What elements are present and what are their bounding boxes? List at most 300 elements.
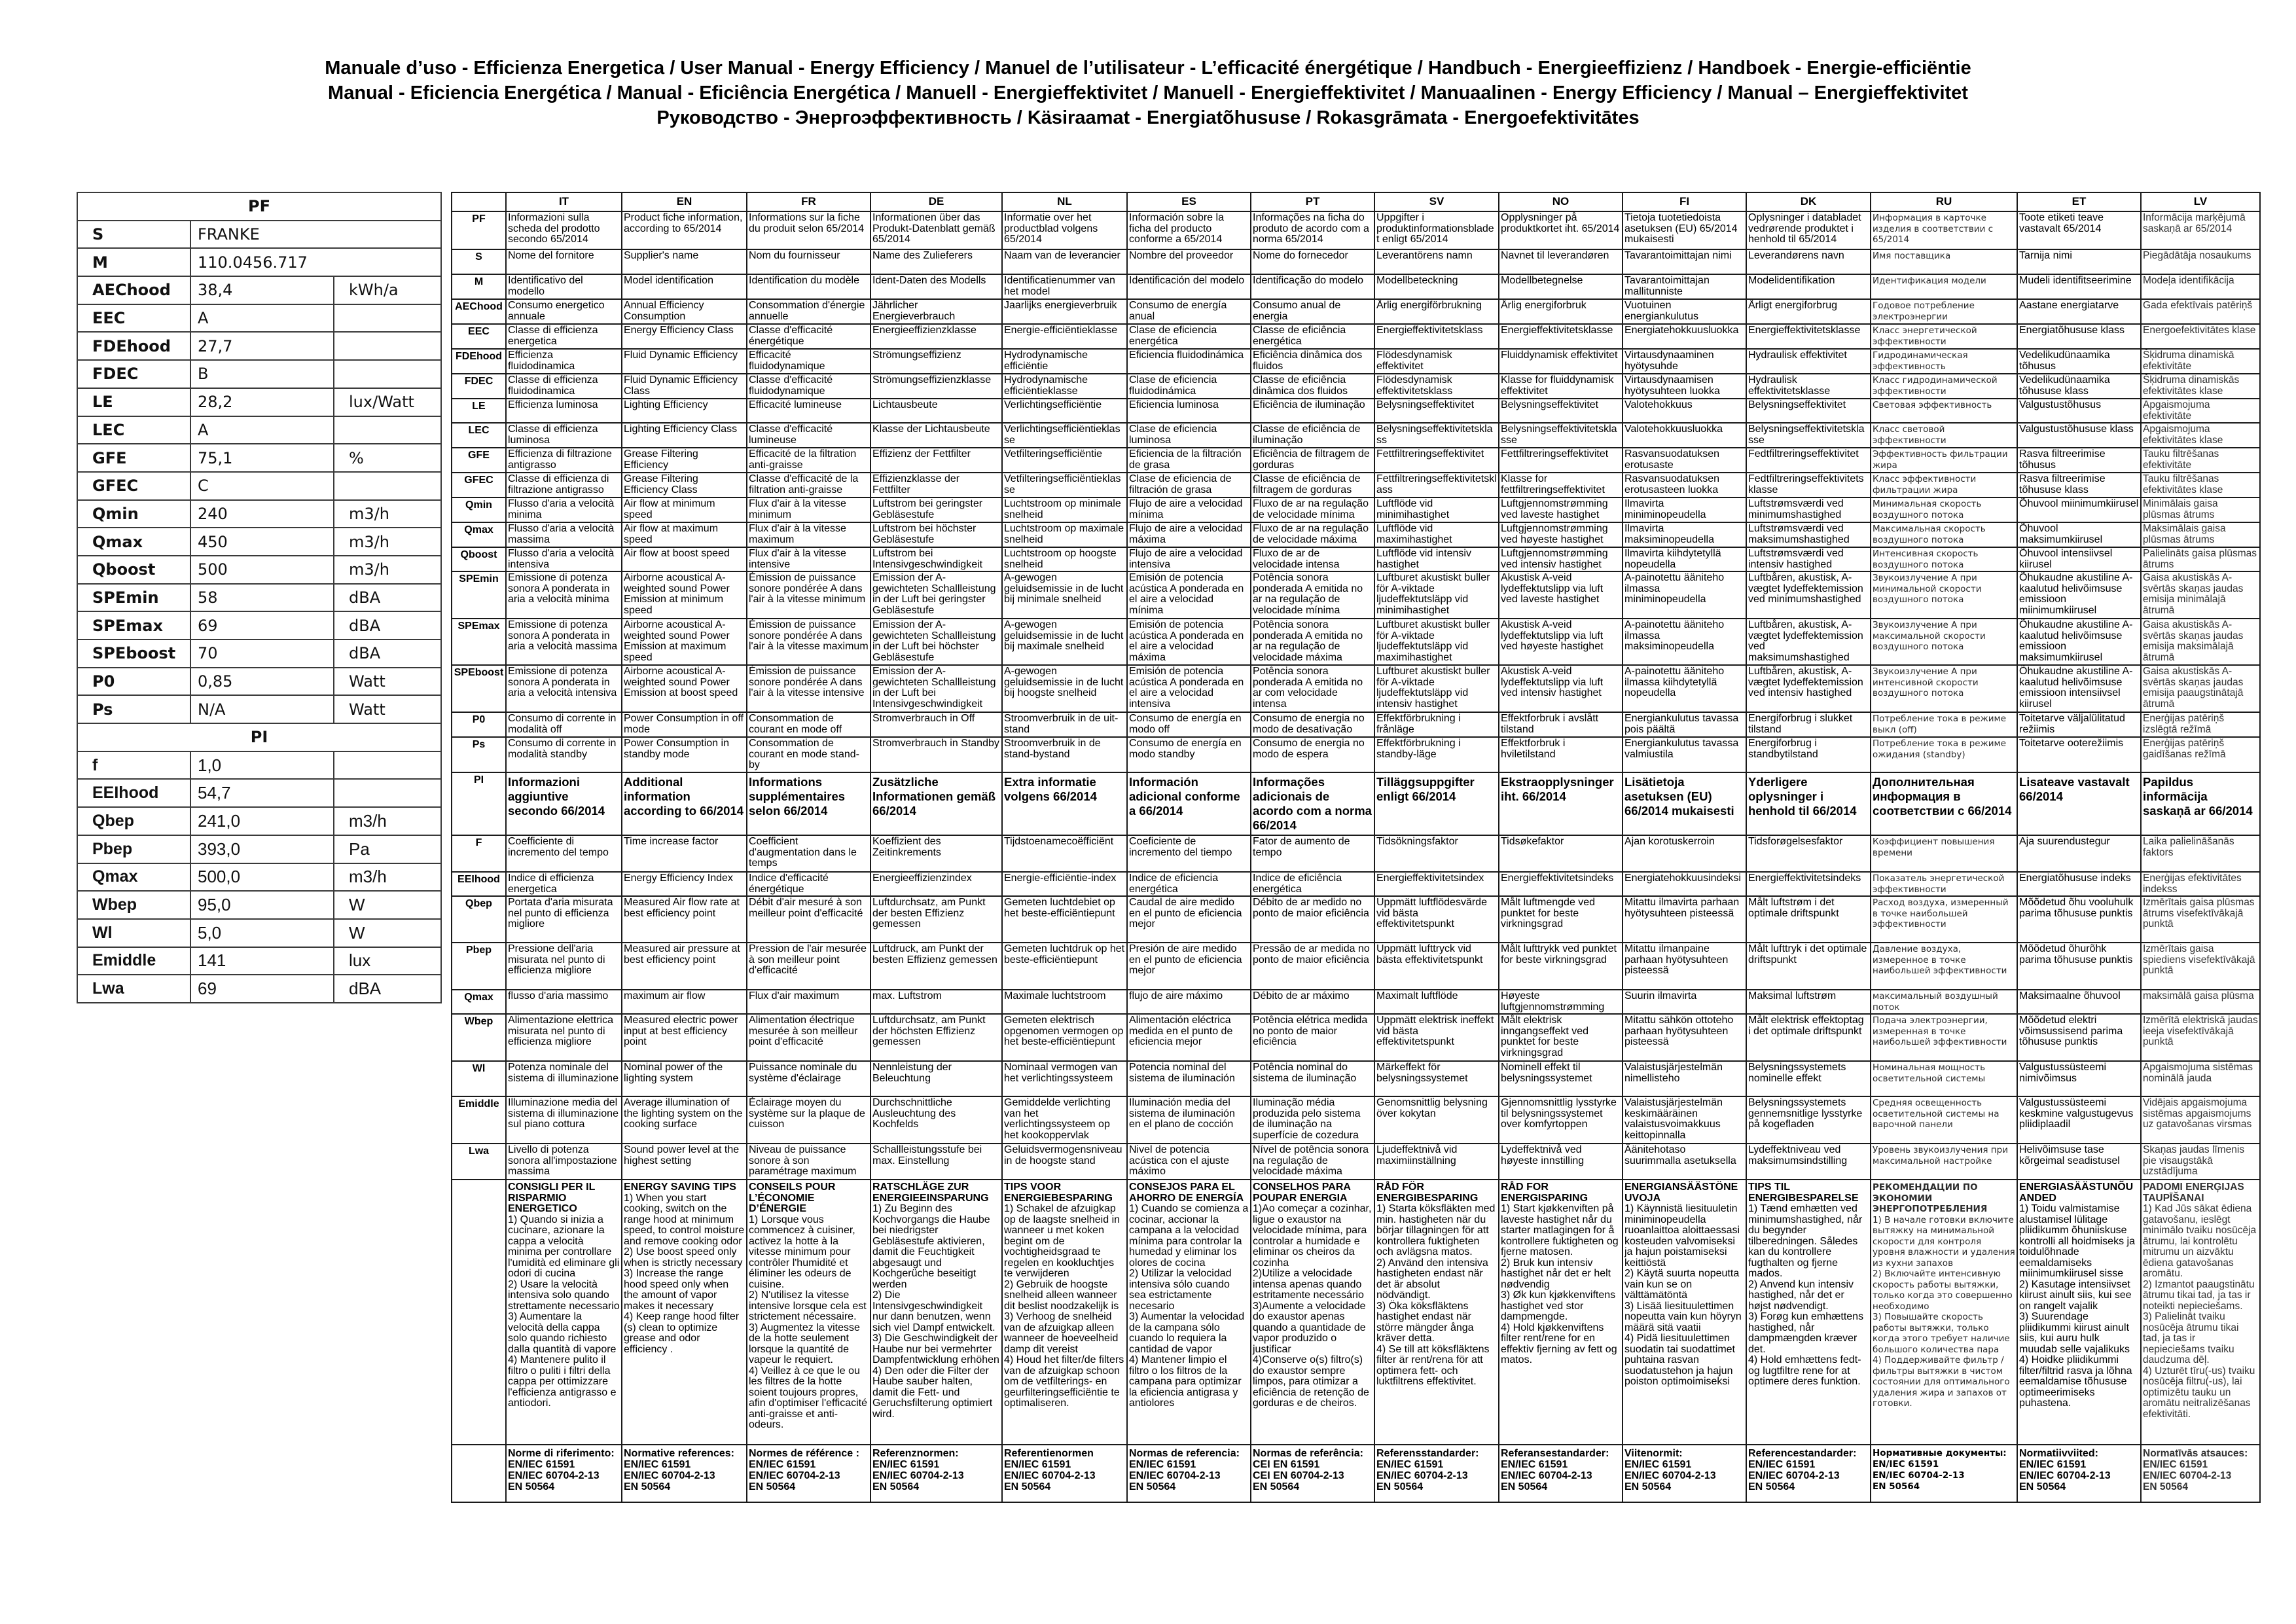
cell-fi-fdehood: Virtausdynaaminen hyötysuhde <box>1623 350 1746 373</box>
pf-value-le: 28,2 <box>191 389 333 416</box>
pf-label-qmax: Qmax <box>78 528 190 555</box>
cell-et-gfec: Rasva filtreerimise tõhususe klass <box>2018 473 2140 497</box>
norm-reference: EN 50564 <box>624 1481 671 1492</box>
cell-et-p0: Toitetarve väljalülitatud režiimis <box>2018 713 2140 736</box>
cell-ru-eeihood: Показатель энергетической эффективности <box>1871 873 2017 895</box>
tips-title: CONSELHOS PARA POUPAR ENERGIA <box>1253 1182 1351 1204</box>
energy-saving-tips-dk <box>1747 1180 1870 1444</box>
cell-dk-gfec: Fedtfiltreringseffektivitetsklasse <box>1747 473 1870 497</box>
cell-it-wl: Potenza nominale del sistema di illuminazione <box>507 1062 621 1096</box>
norm-reference: EN/IEC 60704-2-13 <box>2143 1470 2232 1481</box>
tips-body: 1) Käynnistä liesituuletin miniminopeudella ruoanlaittoa aloittaessasi kosteuden valvomiseksi ja hajun poistamiseksi keittiöstä 2) Käytä suurta nopeutta vain kun se on välttämätöntä 3) Lisää liesituulettimen nopeutta vain kun höyryn määrä sitä vaatii 4) Pidä liesituulettimen suodatin tai suodattimet puhtaina rasvan suodatustehon ja hajun poiston optimoimiseksi <box>1624 1203 1742 1387</box>
pf-value-fdehood: 27,7 <box>191 333 333 359</box>
cell-dk-eec: Energieffektivitetsklasse <box>1747 325 1870 348</box>
cell-lv-qboost: Palielināts gaisa plūsmas ātrums <box>2142 548 2259 571</box>
cell-no-m: Modellbetegnelse <box>1499 275 1622 298</box>
cell-et-eeihood: Energiatõhususe indeks <box>2018 873 2140 895</box>
pf-value-qmax: 450 <box>191 528 333 555</box>
cell-dk-emiddle: Belysningssystemets gennemsnitlige lysstyrke på kogefladen <box>1747 1097 1870 1143</box>
cell-it-m: Identificativo del modello <box>507 275 621 298</box>
cell-no-ps: Effektforbruk i hviletilstand <box>1499 738 1622 772</box>
table-corner-cell <box>452 193 505 211</box>
cell-fr-qboost: Flux d'air à la vitesse intensive <box>747 548 870 571</box>
cell-es-spemax: Emisión de potencia acústica A ponderada en el aire a velocidad máxima <box>1128 619 1250 664</box>
cell-nl-s: Naam van de leverancier <box>1003 250 1126 274</box>
cell-en-spemax: Airborne acoustical A-weighted sound Power Emission at maximum speed <box>622 619 746 664</box>
row-label-lec: LEC <box>452 424 505 447</box>
row-label-eeihood: EEIhood <box>452 873 505 895</box>
cell-sv-fdehood: Flödesdynamisk effektivitet <box>1375 350 1498 373</box>
cell-pt-gfe: Eficiência de filtragem de gorduras <box>1251 448 1374 472</box>
cell-it-lwa: Livello di potenza sonora all'impostazione massima <box>507 1144 621 1179</box>
energy-saving-tips-en <box>622 1180 746 1444</box>
cell-no-qmin: Luftgjennomstrømming ved laveste hastighet <box>1499 498 1622 522</box>
cell-sv-gfe: Fettfiltreringseffektivitet <box>1375 448 1498 472</box>
cell-no-wbep: Målt elektrisk inngangseffekt ved punktet for beste virkningsgrad <box>1499 1015 1622 1060</box>
pi-value-lwa: 69 <box>191 975 333 1002</box>
cell-nl-wbep: Gemeten elektrisch opgenomen vermogen op het beste-efficiëntiepunt <box>1003 1015 1126 1060</box>
cell-it-gfe: Efficienza di filtrazione antigrasso <box>507 448 621 472</box>
norm-reference: EN/IEC 61591 <box>1748 1459 1816 1470</box>
cell-no-spemax: Akustisk A-veid lydeffektutslipp via luft ved høyeste hastighet <box>1499 619 1622 664</box>
pf-label-spemin: SPEmin <box>78 585 190 611</box>
row-label-fdehood: FDEhood <box>452 350 505 373</box>
pi-label-qbep: Qbep <box>78 808 190 835</box>
normative-references-nl <box>1003 1445 1126 1502</box>
cell-pt-eeihood: Indice de eficiência energética <box>1251 873 1374 895</box>
cell-it-emiddle: Illuminazione media del sistema di illuminazione sul piano cottura <box>507 1097 621 1143</box>
cell-ru-p0: Потребление тока в режиме выкл (off) <box>1871 713 2017 736</box>
cell-pt-m: Identificação do modelo <box>1251 275 1374 298</box>
pf-label-qboost: Qboost <box>78 556 190 583</box>
pi-unit-eeihood <box>334 780 440 806</box>
cell-lv-m: Modeļa identifikācija <box>2142 275 2259 298</box>
cell-sv-qbep: Uppmätt luftflödesvärde vid bästa effektivitetspunkt <box>1375 897 1498 942</box>
cell-pt-spemax: Potência sonora ponderada A emitida no ar na regulação de velocidade máxima <box>1251 619 1374 664</box>
cell-it-qmax: flusso d'aria massimo <box>507 990 621 1013</box>
cell-es-qmin: Flujo de aire a velocidad mínima <box>1128 498 1250 522</box>
cell-de-lwa: Schallleistungsstufe bei max. Einstellung <box>871 1144 1001 1179</box>
row-label-qmax: Qmax <box>452 523 505 547</box>
cell-pt-p0: Consumo de energia no modo de desativação <box>1251 713 1374 736</box>
pi-unit-lwa: dBA <box>334 975 440 1002</box>
cell-it-wbep: Alimentazione elettrica misurata nel punto di efficienza migliore <box>507 1015 621 1060</box>
cell-nl-spemax: A-gewogen geluidsemissie in de lucht bij maximale snelheid <box>1003 619 1126 664</box>
pi-label-wl: Wl <box>78 920 190 947</box>
norm-reference: EN/IEC 60704-2-13 <box>1129 1470 1221 1481</box>
cell-fi-speboost: A-painotettu ääniteho ilmassa kiihdytetyllä nopeudella <box>1623 666 1746 712</box>
cell-et-pi: Lisateave vastavalt 66/2014 <box>2018 773 2140 835</box>
cell-en-aechood: Annual Efficiency Consumption <box>622 300 746 323</box>
cell-fr-aechood: Consommation d'énergie annuelle <box>747 300 870 323</box>
column-header-lv: LV <box>2142 193 2259 211</box>
norms-title: Referentienormen <box>1004 1448 1094 1459</box>
cell-sv-fdec: Flödesdynamisk effektivitetsklass <box>1375 374 1498 398</box>
row-label-s: S <box>452 250 505 274</box>
norm-reference: EN 50564 <box>1873 1481 1920 1492</box>
column-header-pt: PT <box>1251 193 1374 211</box>
tips-body: 1) Zu Beginn des Kochvorgangs die Haube bei niedrigster Gebläsestufe aktivieren, damit die Feuchtigkeit abgesaugt und Kochgerüche beseitigt werden 2) Die Intensivgeschwindigkeit nur dann benutzen, wenn sich viel Dampf entwickelt. 3) Die Geschwindigkeit der Haube nur bei vermehrter Dampfentwicklung erhöhen 4) Den oder die Filter der Haube sauber halten, damit die Fett- und Geruchsfilterung optimiert wird. <box>872 1203 999 1420</box>
cell-lv-eeihood: Enerģijas efektivitātes indekss <box>2142 873 2259 895</box>
tips-title: ENERGY SAVING TIPS <box>624 1182 736 1193</box>
cell-en-pi: Additional information according to 66/2014 <box>622 773 746 835</box>
cell-it-gfec: Classe di efficienza di filtrazione antigrasso <box>507 473 621 497</box>
norm-reference: EN/IEC 60704-2-13 <box>2019 1470 2111 1481</box>
pf-unit-spemax: dBA <box>334 612 440 639</box>
cell-ru-ps: Потребление тока в режиме ожидания (standby) <box>1871 738 2017 772</box>
cell-en-spemin: Airborne acoustical A-weighted sound Power Emission at minimum speed <box>622 572 746 618</box>
cell-fi-ps: Energiankulutus tavassa valmiustila <box>1623 738 1746 772</box>
cell-fi-pi: Lisätietoja asetuksen (EU) 66/2014 mukaisesti <box>1623 773 1746 835</box>
norm-reference: CEI EN 61591 <box>1253 1459 1320 1470</box>
pf-label-speboost: SPEboost <box>78 640 190 667</box>
cell-ru-qboost: Интенсивная скорость воздушного потока <box>1871 548 2017 571</box>
cell-ru-le: Световая эффективность <box>1871 399 2017 422</box>
cell-pt-qmin: Fluxo de ar na regulação de velocidade mínima <box>1251 498 1374 522</box>
cell-fi-pbep: Mitattu ilmanpaine parhaan hyötysuhteen pisteessä <box>1623 943 1746 989</box>
cell-en-qmax: maximum air flow <box>622 990 746 1013</box>
cell-no-pbep: Målt lufttrykk ved punktet for beste virkningsgrad <box>1499 943 1622 989</box>
cell-en-p0: Power Consumption in off mode <box>622 713 746 736</box>
cell-et-qmin: Õhuvool miinimumkiirusel <box>2018 498 2140 522</box>
cell-nl-eec: Energie-efficiëntieklasse <box>1003 325 1126 348</box>
cell-es-lwa: Nivel de potencia acústica con el ajuste máximo <box>1128 1144 1250 1179</box>
cell-et-aechood: Aastane energiatarve <box>2018 300 2140 323</box>
cell-it-s: Nome del fornitore <box>507 250 621 274</box>
norm-reference: EN/IEC 61591 <box>1004 1459 1071 1470</box>
pf-label-gfe: GFE <box>78 444 190 471</box>
cell-es-spemin: Emisión de potencia acústica A ponderada en el aire a velocidad mínima <box>1128 572 1250 618</box>
pi-label-eeihood: EEIhood <box>78 780 190 806</box>
cell-sv-p0: Effektförbrukning i frånläge <box>1375 713 1498 736</box>
cell-et-s: Tarnija nimi <box>2018 250 2140 274</box>
norms-title: Norme di riferimento: <box>508 1448 615 1459</box>
pf-label-qmin: Qmin <box>78 501 190 528</box>
cell-de-lec: Klasse der Lichtausbeute <box>871 424 1001 447</box>
cell-nl-ps: Stroomverbruik in de stand-bystand <box>1003 738 1126 772</box>
cell-en-eeihood: Energy Efficiency Index <box>622 873 746 895</box>
normative-references-es <box>1128 1445 1250 1502</box>
cell-dk-pf: Oplysninger i databladet vedrørende produktet i henhold til 65/2014 <box>1747 212 1870 249</box>
cell-sv-eec: Energieffektivitetsklass <box>1375 325 1498 348</box>
cell-lv-eec: Energoefektivitātes klase <box>2142 325 2259 348</box>
norm-reference: EN/IEC 60704-2-13 <box>749 1470 840 1481</box>
cell-nl-qboost: Luchtstroom op hoogste snelheid <box>1003 548 1126 571</box>
cell-nl-lec: Verlichtingsefficiëntieklasse <box>1003 424 1126 447</box>
tips-body: 1) Toidu valmistamise alustamisel lülitage pliidikumm õhuniiskuse kontrolli all hoidmiseks ja toidulõhnade eemaldamiseks miinimumkiirusel sisse 2) Kasutage intensiivset kiirust ainult siis, kui see on rangelt vajalik 3) Suurendage pliidikummi kiirust ainult siis, kui auru hulk muudab selle vajalikuks 4) Hoidke pliidikummi filter/filtrid rasva ja lõhna eemaldamise tõhususe optimeerimiseks puhastena. <box>2019 1203 2135 1409</box>
cell-fi-s: Tavarantoimittajan nimi <box>1623 250 1746 274</box>
pf-label-ps: Ps <box>78 696 190 723</box>
multilingual-definitions-table <box>451 192 2261 1503</box>
cell-dk-lec: Belysningseffektivitetsklasse <box>1747 424 1870 447</box>
norms-title: Referencestandarder: <box>1748 1448 1857 1459</box>
cell-fr-gfe: Efficacité de la filtration anti-graisse <box>747 448 870 472</box>
pi-value-pbep: 393,0 <box>191 836 333 863</box>
normative-references-en <box>622 1445 746 1502</box>
column-header-sv: SV <box>1375 193 1498 211</box>
norm-reference: EN 50564 <box>1129 1481 1176 1492</box>
cell-fr-f: Coefficient d'augmentation dans le temps <box>747 836 870 871</box>
cell-en-le: Lighting Efficiency <box>622 399 746 422</box>
cell-sv-lwa: Ljudeffektnivå vid maximiinställning <box>1375 1144 1498 1179</box>
tips-title: RÅD FÖR ENERGIBESPARING <box>1376 1182 1479 1204</box>
cell-fr-s: Nom du fournisseur <box>747 250 870 274</box>
column-header-et: ET <box>2018 193 2140 211</box>
energy-saving-tips-sv <box>1375 1180 1498 1444</box>
column-header-fr: FR <box>747 193 870 211</box>
cell-nl-wl: Nominaal vermogen van het verlichtingssysteem <box>1003 1062 1126 1096</box>
document-title <box>0 56 2296 130</box>
cell-ru-f: Коэффициент повышения времени <box>1871 836 2017 871</box>
cell-en-ps: Power Consumption in standby mode <box>622 738 746 772</box>
cell-fr-eec: Classe d'efficacité énergétique <box>747 325 870 348</box>
cell-it-le: Efficienza luminosa <box>507 399 621 422</box>
energy-saving-tips-nl <box>1003 1180 1126 1444</box>
cell-no-lec: Belysningseffektivitetsklasse <box>1499 424 1622 447</box>
cell-fi-gfec: Rasvansuodatuksen erotusasteen luokka <box>1623 473 1746 497</box>
cell-it-eeihood: Indice di efficienza energetica <box>507 873 621 895</box>
title-line-3: Руководство - Энергоэффективность / Käsiraamat - Energiatõhususe / Rokasgrāmata - Energoefektivitātes <box>656 107 1640 128</box>
cell-dk-pbep: Målt lufttryk i det optimale driftspunkt <box>1747 943 1870 989</box>
cell-ru-lec: Класс световой эффективности <box>1871 424 2017 447</box>
cell-it-qmax: Flusso d'aria a velocità massima <box>507 523 621 547</box>
column-header-dk: DK <box>1747 193 1870 211</box>
cell-lv-speboost: Gaisa akustiskās A-svērtās skaņas jaudas emisija paaugstinātajā ātrumā <box>2142 666 2259 712</box>
pf-value-m: 110.0456.717 <box>191 249 440 276</box>
pi-label-wbep: Wbep <box>78 892 190 918</box>
cell-de-aechood: Jährlicher Energieverbrauch <box>871 300 1001 323</box>
cell-de-ps: Stromverbrauch in Standby <box>871 738 1001 772</box>
cell-de-spemin: Emission der A-gewichteten Schallleistung in der Luft bei geringster Gebläsestufe <box>871 572 1001 618</box>
energy-saving-tips-fr <box>747 1180 870 1444</box>
cell-pt-le: Eficiência de iluminação <box>1251 399 1374 422</box>
cell-de-wl: Nennleistung der Beleuchtung <box>871 1062 1001 1096</box>
pf-label-lec: LEC <box>78 417 190 444</box>
norms-title: Normatīvās atsauces: <box>2143 1448 2248 1459</box>
cell-lv-fdehood: Šķidruma dinamiskā efektivitāte <box>2142 350 2259 373</box>
pf-label-fdec: FDEC <box>78 361 190 388</box>
pf-label-eec: EEC <box>78 305 190 332</box>
cell-et-m: Mudeli identifitseerimine <box>2018 275 2140 298</box>
cell-et-eec: Energiatõhususe klass <box>2018 325 2140 348</box>
cell-es-f: Coeficiente de incremento del tiempo <box>1128 836 1250 871</box>
column-header-it: IT <box>507 193 621 211</box>
cell-es-qmax: flujo de aire máximo <box>1128 990 1250 1013</box>
cell-lv-pi: Papildus informācija saskaņā ar 66/2014 <box>2142 773 2259 835</box>
cell-ru-qmin: Минимальная скорость воздушного потока <box>1871 498 2017 522</box>
cell-de-spemax: Emission der A-gewichteten Schallleistung in der Luft bei höchster Gebläsestufe <box>871 619 1001 664</box>
pf-value-s: FRANKE <box>191 221 440 248</box>
cell-nl-fdec: Hydrodynamische efficiëntieklasse <box>1003 374 1126 398</box>
cell-es-eec: Clase de eficiencia energética <box>1128 325 1250 348</box>
cell-ru-gfe: Эффективность фильтрации жира <box>1871 448 2017 472</box>
cell-dk-aechood: Årligt energiforbrug <box>1747 300 1870 323</box>
cell-es-p0: Consumo de energía en modo off <box>1128 713 1250 736</box>
cell-pt-fdehood: Eficiência dinâmica dos fluidos <box>1251 350 1374 373</box>
cell-ru-speboost: Звукоизлучение А при интенсивной скорости воздушного потока <box>1871 666 2017 712</box>
cell-fi-spemax: A-painotettu ääniteho ilmassa maksiminopeudella <box>1623 619 1746 664</box>
cell-es-gfec: Clase de eficiencia de filtración de grasa <box>1128 473 1250 497</box>
cell-pt-lwa: Nível de potência sonora na regulação de velocidade máxima <box>1251 1144 1374 1179</box>
cell-it-fdec: Classe di efficienza fluidodinamica <box>507 374 621 398</box>
cell-fr-qmax: Flux d'air à la vitesse maximum <box>747 523 870 547</box>
cell-lv-spemax: Gaisa akustiskās A-svērtās skaņas jaudas emisija maksimālajā ātrumā <box>2142 619 2259 664</box>
cell-fr-pi: Informations supplémentaires selon 66/2014 <box>747 773 870 835</box>
cell-fr-le: Efficacité lumineuse <box>747 399 870 422</box>
cell-fr-eeihood: Indice d'efficacité énergétique <box>747 873 870 895</box>
cell-fr-m: Identification du modèle <box>747 275 870 298</box>
cell-fi-qmax: Suurin ilmavirta <box>1623 990 1746 1013</box>
cell-fr-pf: Informations sur la fiche du produit selon 65/2014 <box>747 212 870 249</box>
cell-et-lec: Valgustustõhususe klass <box>2018 424 2140 447</box>
cell-es-wl: Potencia nominal del sistema de iluminación <box>1128 1062 1250 1096</box>
cell-lv-s: Piegādātāja nosaukums <box>2142 250 2259 274</box>
cell-et-ps: Toitetarve ooterežiimis <box>2018 738 2140 772</box>
norm-reference: EN/IEC 61591 <box>1624 1459 1692 1470</box>
norms-title: Normas de referência: <box>1253 1448 1363 1459</box>
pi-value-qbep: 241,0 <box>191 808 333 835</box>
normative-references-fi <box>1623 1445 1746 1502</box>
cell-de-qmax: Luftstrom bei höchster Gebläsestufe <box>871 523 1001 547</box>
cell-fr-speboost: Émission de puissance sonore pondérée A dans l'air à la vitesse intensive <box>747 666 870 712</box>
norms-title: Normatiivviited: <box>2019 1448 2098 1459</box>
norm-reference: EN/IEC 61591 <box>1873 1459 1939 1470</box>
cell-it-qboost: Flusso d'aria a velocità intensiva <box>507 548 621 571</box>
column-header-de: DE <box>871 193 1001 211</box>
cell-et-fdehood: Vedelikudünaamika tõhusus <box>2018 350 2140 373</box>
normative-references-dk <box>1747 1445 1870 1502</box>
row-label-fdec: FDEC <box>452 374 505 398</box>
column-header-fi: FI <box>1623 193 1746 211</box>
cell-de-wbep: Luftdurchsatz, am Punkt der höchsten Effizienz gemessen <box>871 1015 1001 1060</box>
cell-nl-m: Identificatienummer van het model <box>1003 275 1126 298</box>
cell-ru-spemax: Звукоизлучение А при максимальной скорости воздушного потока <box>1871 619 2017 664</box>
pf-label-fdehood: FDEhood <box>78 333 190 359</box>
pf-value-spemin: 58 <box>191 585 333 611</box>
norm-reference: EN 50564 <box>2143 1481 2188 1492</box>
cell-en-s: Supplier's name <box>622 250 746 274</box>
cell-ru-wl: Номинальная мощность осветительной системы <box>1871 1062 2017 1096</box>
cell-it-pf: Informazioni sulla scheda del prodotto secondo 65/2014 <box>507 212 621 249</box>
cell-pt-qboost: Fluxo de ar de velocidade intensa <box>1251 548 1374 571</box>
cell-es-qboost: Flujo de aire a velocidad intensiva <box>1128 548 1250 571</box>
norms-row-label <box>452 1445 505 1502</box>
cell-en-m: Model identification <box>622 275 746 298</box>
cell-et-lwa: Helivõimsuse tase kõrgeimal seadistusel <box>2018 1144 2140 1179</box>
tips-title: CONSEILS POUR L’ÉCONOMIE D’ÉNERGIE <box>749 1182 836 1214</box>
tips-body: 1) В начале готовки включите вытяжку на минимальной скорости для контроля уровня влажности и удаления из кухни запахов 2) Включайте интенсивную скорость работы вытяжки, только когда это совершенно необходимо 3) Повышайте скорость работы вытяжки, только когда этого требует наличие большого количества пара 4) Поддерживайте фильтр / фильтры вытяжки в чистом состоянии для оптимального удаления жира и запахов от готовки. <box>1873 1214 2015 1409</box>
pf-value-gfe: 75,1 <box>191 444 333 471</box>
cell-lv-qbep: Izmērītais gaisa plūsmas ātrums visefektīvākajā punktā <box>2142 897 2259 942</box>
cell-fr-spemax: Émission de puissance sonore pondérée A dans l'air à la vitesse maximum <box>747 619 870 664</box>
row-label-wbep: Wbep <box>452 1015 505 1060</box>
cell-es-aechood: Consumo de energía anual <box>1128 300 1250 323</box>
row-label-eec: EEC <box>452 325 505 348</box>
tips-body: 1) Tænd emhætten ved minimumshastighed, når du begynder tilberedningen. Således kan du kontrollere fugthalten og fjerne mados. 2) Anvend kun intensiv hastighed, når det er højst nødvendigt. 3) Forøg kun emhættens hastighed, når dampmængden kræver det. 4) Hold emhættens fedt- og lugtfiltre rene for at optimere deres funktion. <box>1748 1203 1864 1387</box>
norm-reference: EN 50564 <box>1501 1481 1548 1492</box>
cell-dk-speboost: Luftbåren, akustisk, A-vægtet lydeffektemission ved intensiv hastighed <box>1747 666 1870 712</box>
row-label-qmin: Qmin <box>452 498 505 522</box>
cell-de-qbep: Luftdurchsatz, am Punkt der besten Effizienz gemessen <box>871 897 1001 942</box>
row-label-lwa: Lwa <box>452 1144 505 1179</box>
tips-row-label <box>452 1180 505 1444</box>
cell-dk-qmax: Maksimal luftstrøm <box>1747 990 1870 1013</box>
pf-value-qmin: 240 <box>191 501 333 528</box>
normative-references-pt <box>1251 1445 1374 1502</box>
pi-label-emiddle: Emiddle <box>78 948 190 975</box>
tips-title: TIPS TIL ENERGIBESPARELSE <box>1748 1182 1859 1204</box>
cell-dk-wl: Belysningssystemets nominelle effekt <box>1747 1062 1870 1096</box>
normative-references-de <box>871 1445 1001 1502</box>
cell-en-eec: Energy Efficiency Class <box>622 325 746 348</box>
norm-reference: EN/IEC 61591 <box>749 1459 816 1470</box>
cell-es-speboost: Emisión de potencia acústica A ponderada en el aire a velocidad intensiva <box>1128 666 1250 712</box>
cell-no-qmax: Høyeste luftgjennomstrømming <box>1499 990 1622 1013</box>
pi-label-f: f <box>78 752 190 779</box>
pf-unit-eec <box>334 305 440 332</box>
cell-pt-emiddle: Iluminação média produzida pelo sistema de iluminação na superfície de cozedura <box>1251 1097 1374 1143</box>
cell-it-p0: Consumo di corrente in modalità off <box>507 713 621 736</box>
pf-label-spemax: SPEmax <box>78 612 190 639</box>
cell-pt-fdec: Classe de eficiência dinâmica dos fluidos <box>1251 374 1374 398</box>
cell-pt-wbep: Potência elétrica medida no ponto de maior eficiência <box>1251 1015 1374 1060</box>
cell-de-m: Ident-Daten des Modells <box>871 275 1001 298</box>
cell-en-emiddle: Average illumination of the lighting system on the cooking surface <box>622 1097 746 1143</box>
cell-no-pi: Ekstraopplysninger iht. 66/2014 <box>1499 773 1622 835</box>
cell-it-f: Coefficiente di incremento del tempo <box>507 836 621 871</box>
norm-reference: EN/IEC 61591 <box>2143 1459 2208 1470</box>
cell-et-emiddle: Valgustussüsteemi keskmine valgustugevus pliidiplaadil <box>2018 1097 2140 1143</box>
cell-et-qmax: Maksimaalne õhuvool <box>2018 990 2140 1013</box>
cell-lv-gfec: Tauku filtrēšanas efektivitātes klase <box>2142 473 2259 497</box>
pi-unit-qbep: m3/h <box>334 808 440 835</box>
cell-fi-qbep: Mitattu ilmavirta parhaan hyötysuhteen pisteessä <box>1623 897 1746 942</box>
cell-fi-m: Tavarantoimittajan mallitunniste <box>1623 275 1746 298</box>
cell-de-pf: Informationen über das Produkt-Datenblatt gemäß 65/2014 <box>871 212 1001 249</box>
row-label-ps: Ps <box>452 738 505 772</box>
cell-de-fdec: Strömungseffizienzklasse <box>871 374 1001 398</box>
cell-en-wbep: Measured electric power input at best efficiency point <box>622 1015 746 1060</box>
pf-value-speboost: 70 <box>191 640 333 667</box>
cell-nl-pbep: Gemeten luchtdruk op het beste-efficiëntiepunt <box>1003 943 1126 989</box>
pf-value-gfec: C <box>191 473 333 499</box>
tips-title: TIPS VOOR ENERGIEBESPARING <box>1004 1182 1113 1204</box>
cell-lv-le: Apgaismojuma efektivitāte <box>2142 399 2259 422</box>
cell-sv-wbep: Uppmätt elektrisk ineffekt vid bästa effektivitetspunkt <box>1375 1015 1498 1060</box>
pf-unit-ps: Watt <box>334 696 440 723</box>
cell-ru-qbep: Расход воздуха, измеренный в точке наибольшей эффективности <box>1871 897 2017 942</box>
cell-de-pbep: Luftdruck, am Punkt der besten Effizienz gemessen <box>871 943 1001 989</box>
cell-de-s: Name des Zulieferers <box>871 250 1001 274</box>
cell-en-qbep: Measured Air flow rate at best efficiency point <box>622 897 746 942</box>
cell-lv-fdec: Šķidruma dinamiskās efektivitātes klase <box>2142 374 2259 398</box>
cell-dk-le: Belysningseffektivitet <box>1747 399 1870 422</box>
cell-pt-qmax: Fluxo de ar na regulação de velocidade máxima <box>1251 523 1374 547</box>
norm-reference: EN 50564 <box>749 1481 796 1492</box>
cell-fi-aechood: Vuotuinen energiankulutus <box>1623 300 1746 323</box>
pf-value-fdec: B <box>191 361 333 388</box>
cell-de-eeihood: Energieeffizienzindex <box>871 873 1001 895</box>
cell-lv-ps: Enerģijas patēriņš gaidīšanas režīmā <box>2142 738 2259 772</box>
normative-references-it <box>507 1445 621 1502</box>
tips-body: 1) Start kjøkkenviften på laveste hastighet når du starter matlagingen for å kontrollere fuktigheten og fjerne matosen. 2) Bruk kun intensiv hastighet når det er helt nødvendig 3) Øk kun kjøkkenviftens hastighet ved stor dampmengde. 4) Hold kjøkkenviftens filter rent/rene for en effektiv fjerning av fett og matos. <box>1501 1203 1619 1365</box>
pf-unit-fdec <box>334 361 440 388</box>
cell-sv-emiddle: Genomsnittlig belysning över kokytan <box>1375 1097 1498 1143</box>
pf-section-header: PF <box>78 193 440 220</box>
cell-de-speboost: Emission der A-gewichteten Schallleistung in der Luft bei Intensivgeschwindigkeit <box>871 666 1001 712</box>
tips-body: 1) Quando si inizia a cucinare, azionare la cappa a velocità minima per controllare l'umidità ed eliminare gli odori di cucina 2) Usare la velocità intensiva solo quando strettamente necessario 3) Aumentare la velocità della cappa solo quando richiesto dalla quantità di vapore 4) Mantenere pulito il filtro o puliti i filtri della cappa per ottimizzare l'efficienza antigrasso e antiodori. <box>508 1214 620 1409</box>
cell-fi-eec: Energiatehokkuusluokka <box>1623 325 1746 348</box>
